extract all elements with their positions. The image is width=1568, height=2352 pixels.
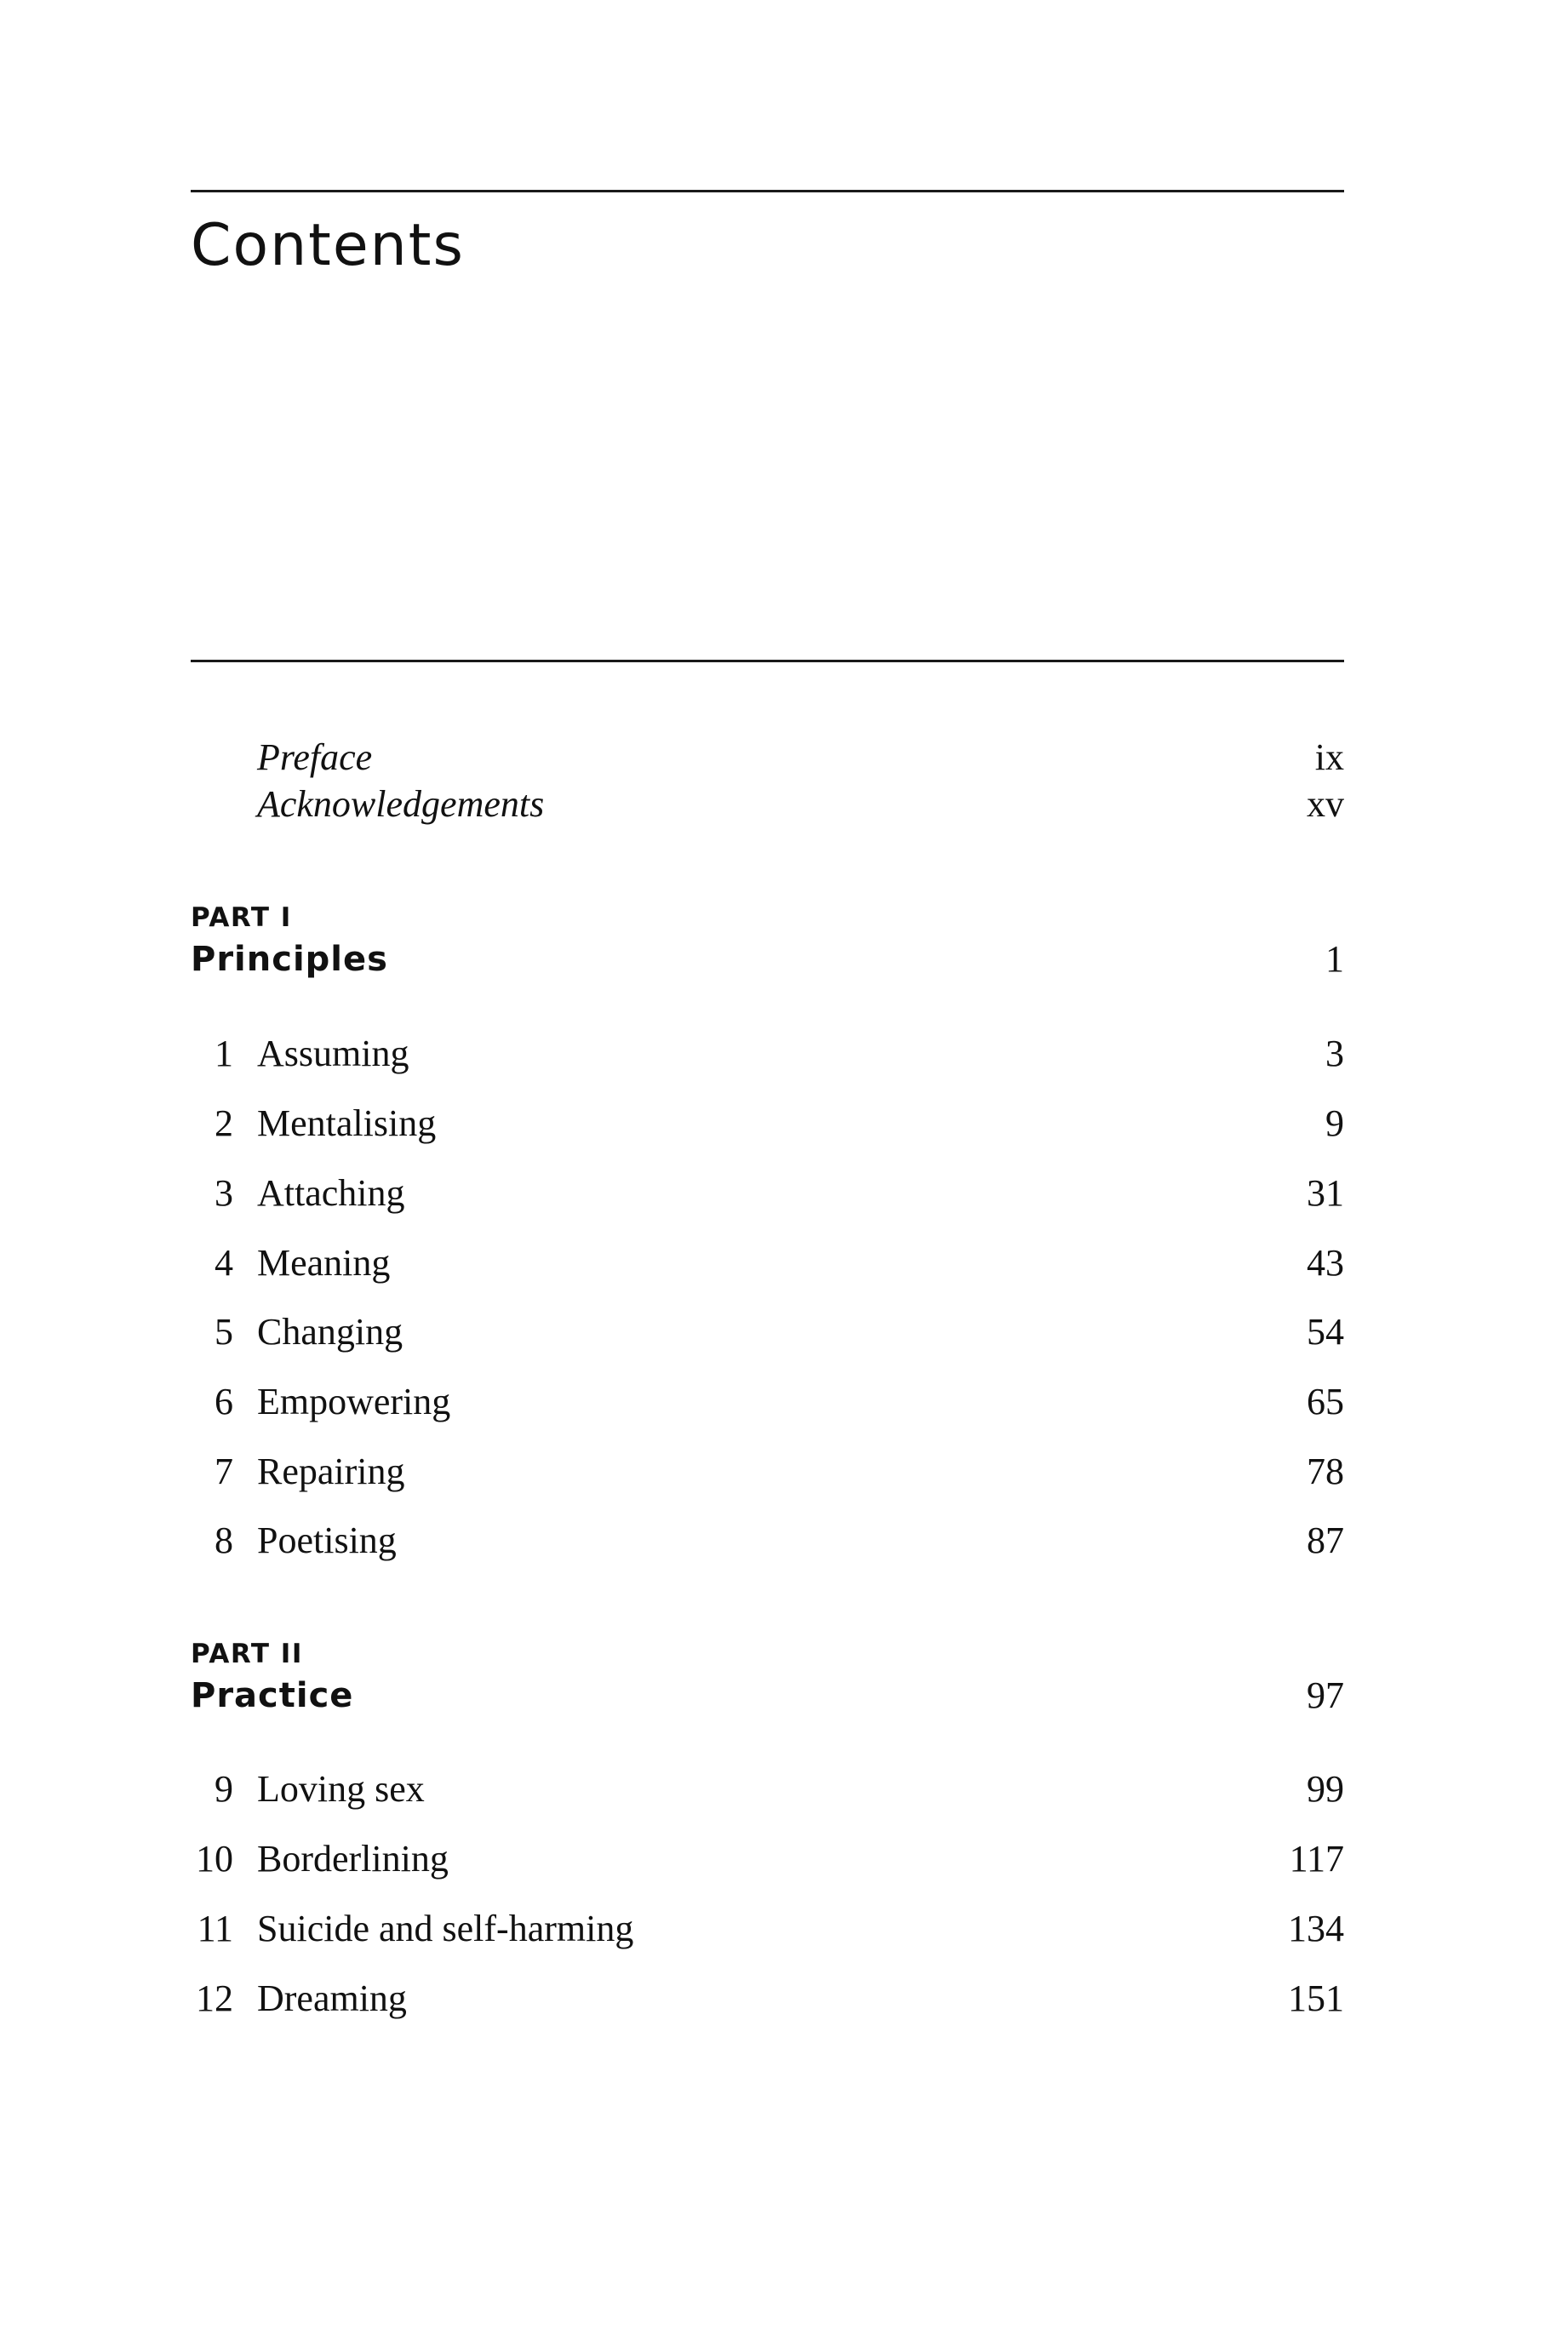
chapter-title: Borderlining	[257, 1838, 449, 1880]
chapter-page: 43	[1307, 1242, 1344, 1284]
chapter-title: Loving sex	[257, 1768, 425, 1810]
chapter-page: 54	[1307, 1311, 1344, 1353]
chapter-number: 8	[215, 1519, 233, 1561]
part-page: 97	[1307, 1674, 1344, 1716]
toc-chapter[interactable]	[191, 1448, 1344, 1496]
chapter-page: 9	[1325, 1102, 1344, 1144]
chapter-page: 117	[1289, 1838, 1344, 1880]
chapter-page: 134	[1288, 1908, 1344, 1949]
chapter-page: 65	[1307, 1381, 1344, 1422]
chapter-title: Poetising	[257, 1519, 397, 1561]
chapter-title: Attaching	[257, 1172, 405, 1214]
chapter-number: 12	[196, 1977, 233, 2019]
toc-chapter[interactable]	[191, 1378, 1344, 1426]
toc-chapter[interactable]	[191, 1100, 1344, 1147]
chapter-title: Suicide and self-harming	[257, 1908, 634, 1949]
toc-chapter[interactable]	[191, 1835, 1344, 1883]
part-title: Principles	[191, 940, 388, 979]
chapter-page: 87	[1307, 1519, 1344, 1561]
toc-chapter[interactable]	[191, 1517, 1344, 1565]
part-label: PART II	[191, 1639, 303, 1669]
chapter-title: Mentalising	[257, 1102, 437, 1144]
chapter-title: Empowering	[257, 1381, 451, 1422]
entry-page: ix	[1314, 736, 1344, 778]
toc-entry-preface[interactable]	[191, 734, 1344, 781]
chapter-number: 6	[215, 1381, 233, 1422]
chapter-number: 7	[215, 1451, 233, 1492]
chapter-page: 31	[1307, 1172, 1344, 1214]
toc-entry-acknowledgements[interactable]	[191, 781, 1344, 828]
toc-chapter[interactable]	[191, 1030, 1344, 1078]
chapter-title: Assuming	[257, 1033, 409, 1074]
toc-chapter[interactable]	[191, 1170, 1344, 1217]
part-page: 1	[1325, 938, 1344, 980]
toc-chapter[interactable]	[191, 1308, 1344, 1356]
chapter-number: 9	[215, 1768, 233, 1810]
chapter-page: 151	[1288, 1977, 1344, 2019]
part-title: Practice	[191, 1676, 354, 1715]
chapter-number: 10	[196, 1838, 233, 1880]
page-title: Contents	[191, 212, 465, 279]
section-rule	[191, 660, 1344, 662]
part-heading-practice[interactable]	[191, 1672, 1344, 1720]
chapter-page: 99	[1307, 1768, 1344, 1810]
part-heading-principles[interactable]	[191, 936, 1344, 983]
toc-chapter[interactable]	[191, 1765, 1344, 1813]
toc-chapter[interactable]	[191, 1239, 1344, 1287]
chapter-number: 5	[215, 1311, 233, 1353]
top-rule	[191, 190, 1344, 192]
chapter-number: 4	[215, 1242, 233, 1284]
chapter-title: Changing	[257, 1311, 403, 1353]
chapter-number: 1	[215, 1033, 233, 1074]
entry-title: Preface	[257, 736, 373, 778]
entry-title: Acknowledgements	[257, 783, 545, 825]
chapter-number: 3	[215, 1172, 233, 1214]
entry-page: xv	[1307, 783, 1344, 825]
chapter-number: 2	[215, 1102, 233, 1144]
chapter-page: 78	[1307, 1451, 1344, 1492]
chapter-title: Dreaming	[257, 1977, 407, 2019]
toc-chapter[interactable]	[191, 1975, 1344, 2023]
part-label: PART I	[191, 902, 292, 933]
chapter-page: 3	[1325, 1033, 1344, 1074]
chapter-number: 11	[197, 1908, 233, 1949]
chapter-title: Meaning	[257, 1242, 391, 1284]
toc-chapter[interactable]	[191, 1905, 1344, 1953]
chapter-title: Repairing	[257, 1451, 405, 1492]
